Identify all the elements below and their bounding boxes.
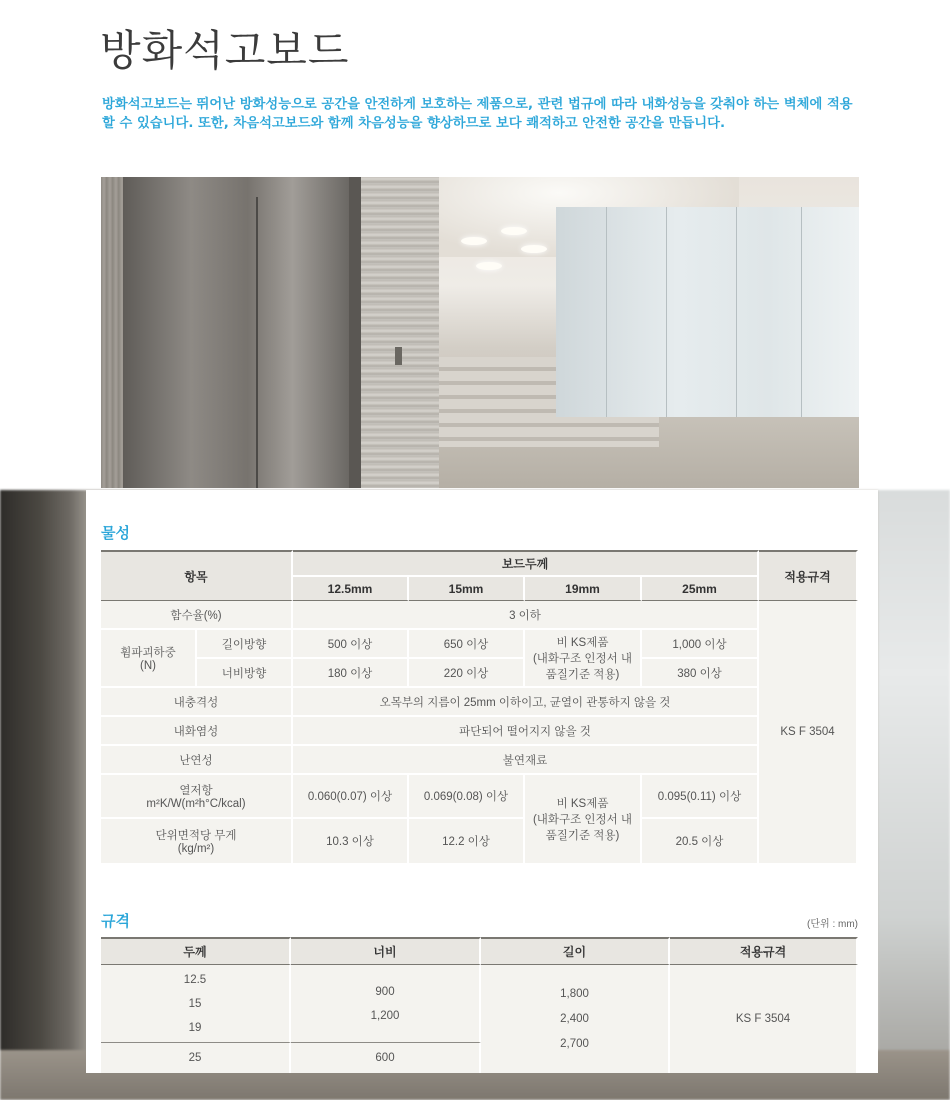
row-impact-label: 내충격성 bbox=[101, 688, 293, 717]
length-values: 1,800 2,400 2,700 bbox=[481, 965, 670, 1073]
col-item: 항목 bbox=[101, 550, 293, 601]
thickness-group-a: 12.5 15 19 bbox=[101, 965, 291, 1043]
weight-25: 20.5 이상 bbox=[642, 819, 759, 865]
specs-heading: 규격 bbox=[101, 912, 130, 930]
col-19mm: 19mm bbox=[525, 577, 642, 601]
row-flame-label: 난연성 bbox=[101, 746, 293, 775]
col-15mm: 15mm bbox=[409, 577, 525, 601]
flex-length-15: 650 이상 bbox=[409, 630, 525, 659]
row-flex-label: 휨파괴하중 (N) bbox=[101, 630, 197, 688]
width-group-a: 900 1,200 bbox=[291, 965, 481, 1043]
row-fire-value: 파단되어 떨어지지 않을 것 bbox=[293, 717, 759, 746]
col-width: 너비 bbox=[291, 937, 481, 965]
row-flame-value: 불연재료 bbox=[293, 746, 759, 775]
page-title: 방화석고보드 bbox=[100, 26, 350, 75]
thermal-15: 0.069(0.08) 이상 bbox=[409, 775, 525, 819]
properties-table bbox=[101, 550, 858, 865]
col-thickness: 보드두께 bbox=[293, 550, 759, 577]
thermal-25: 0.095(0.11) 이상 bbox=[642, 775, 759, 819]
spec-panel bbox=[86, 490, 878, 1073]
intro-text: 방화석고보드는 뛰어난 방화성능으로 공간을 안전하게 보호하는 제품으로, 관련 법규에 따라 내화성능을 갖춰야 하는 벽체에 적용할 수 있습니다. 또한, 차음석고보드와 함께 차음성능을 향상하므로 보다 쾌적하고 안전한 공간을 만듭니다. bbox=[102, 97, 853, 131]
weight-15: 12.2 이상 bbox=[409, 819, 525, 865]
width-group-b: 600 bbox=[291, 1043, 481, 1073]
flex-width-15: 220 이상 bbox=[409, 659, 525, 688]
standard-value: KS F 3504 bbox=[759, 601, 858, 865]
flex-width-12-5: 180 이상 bbox=[293, 659, 409, 688]
properties-heading: 물성 bbox=[101, 524, 130, 542]
specs-table bbox=[101, 937, 858, 1073]
col-25mm: 25mm bbox=[642, 577, 759, 601]
row-impact-value: 오목부의 지름이 25mm 이하이고, 균열이 관통하지 않을 것 bbox=[293, 688, 759, 717]
row-moisture-label: 함수율(%) bbox=[101, 601, 293, 630]
thickness-group-b: 25 bbox=[101, 1043, 291, 1073]
col-length: 길이 bbox=[481, 937, 670, 965]
flex-length-12-5: 500 이상 bbox=[293, 630, 409, 659]
thermal-weight-19-value: 비 KS제품 (내화구조 인정서 내 품질기준 적용) bbox=[525, 775, 642, 865]
weight-12-5: 10.3 이상 bbox=[293, 819, 409, 865]
col-standard: 적용규격 bbox=[759, 550, 858, 601]
thermal-12-5: 0.060(0.07) 이상 bbox=[293, 775, 409, 819]
flex-19-value: 비 KS제품 (내화구조 인정서 내 품질기준 적용) bbox=[525, 630, 642, 688]
row-thermal-label: 열저항 m²K/W(m²h°C/kcal) bbox=[101, 775, 293, 819]
col-12-5mm: 12.5mm bbox=[293, 577, 409, 601]
row-flex-width-label: 너비방향 bbox=[197, 659, 293, 688]
flex-width-25: 380 이상 bbox=[642, 659, 759, 688]
row-fire-label: 내화염성 bbox=[101, 717, 293, 746]
col-standard: 적용규격 bbox=[670, 937, 858, 965]
row-weight-label: 단위면적당 무게 (kg/m²) bbox=[101, 819, 293, 865]
col-thickness: 두께 bbox=[101, 937, 291, 965]
hero-photo bbox=[101, 177, 859, 488]
spec-standard: KS F 3504 bbox=[670, 965, 858, 1073]
row-flex-length-label: 길이방향 bbox=[197, 630, 293, 659]
flex-length-25: 1,000 이상 bbox=[642, 630, 759, 659]
row-moisture-value: 3 이하 bbox=[293, 601, 759, 630]
specs-unit: (단위 : mm) bbox=[807, 919, 858, 930]
